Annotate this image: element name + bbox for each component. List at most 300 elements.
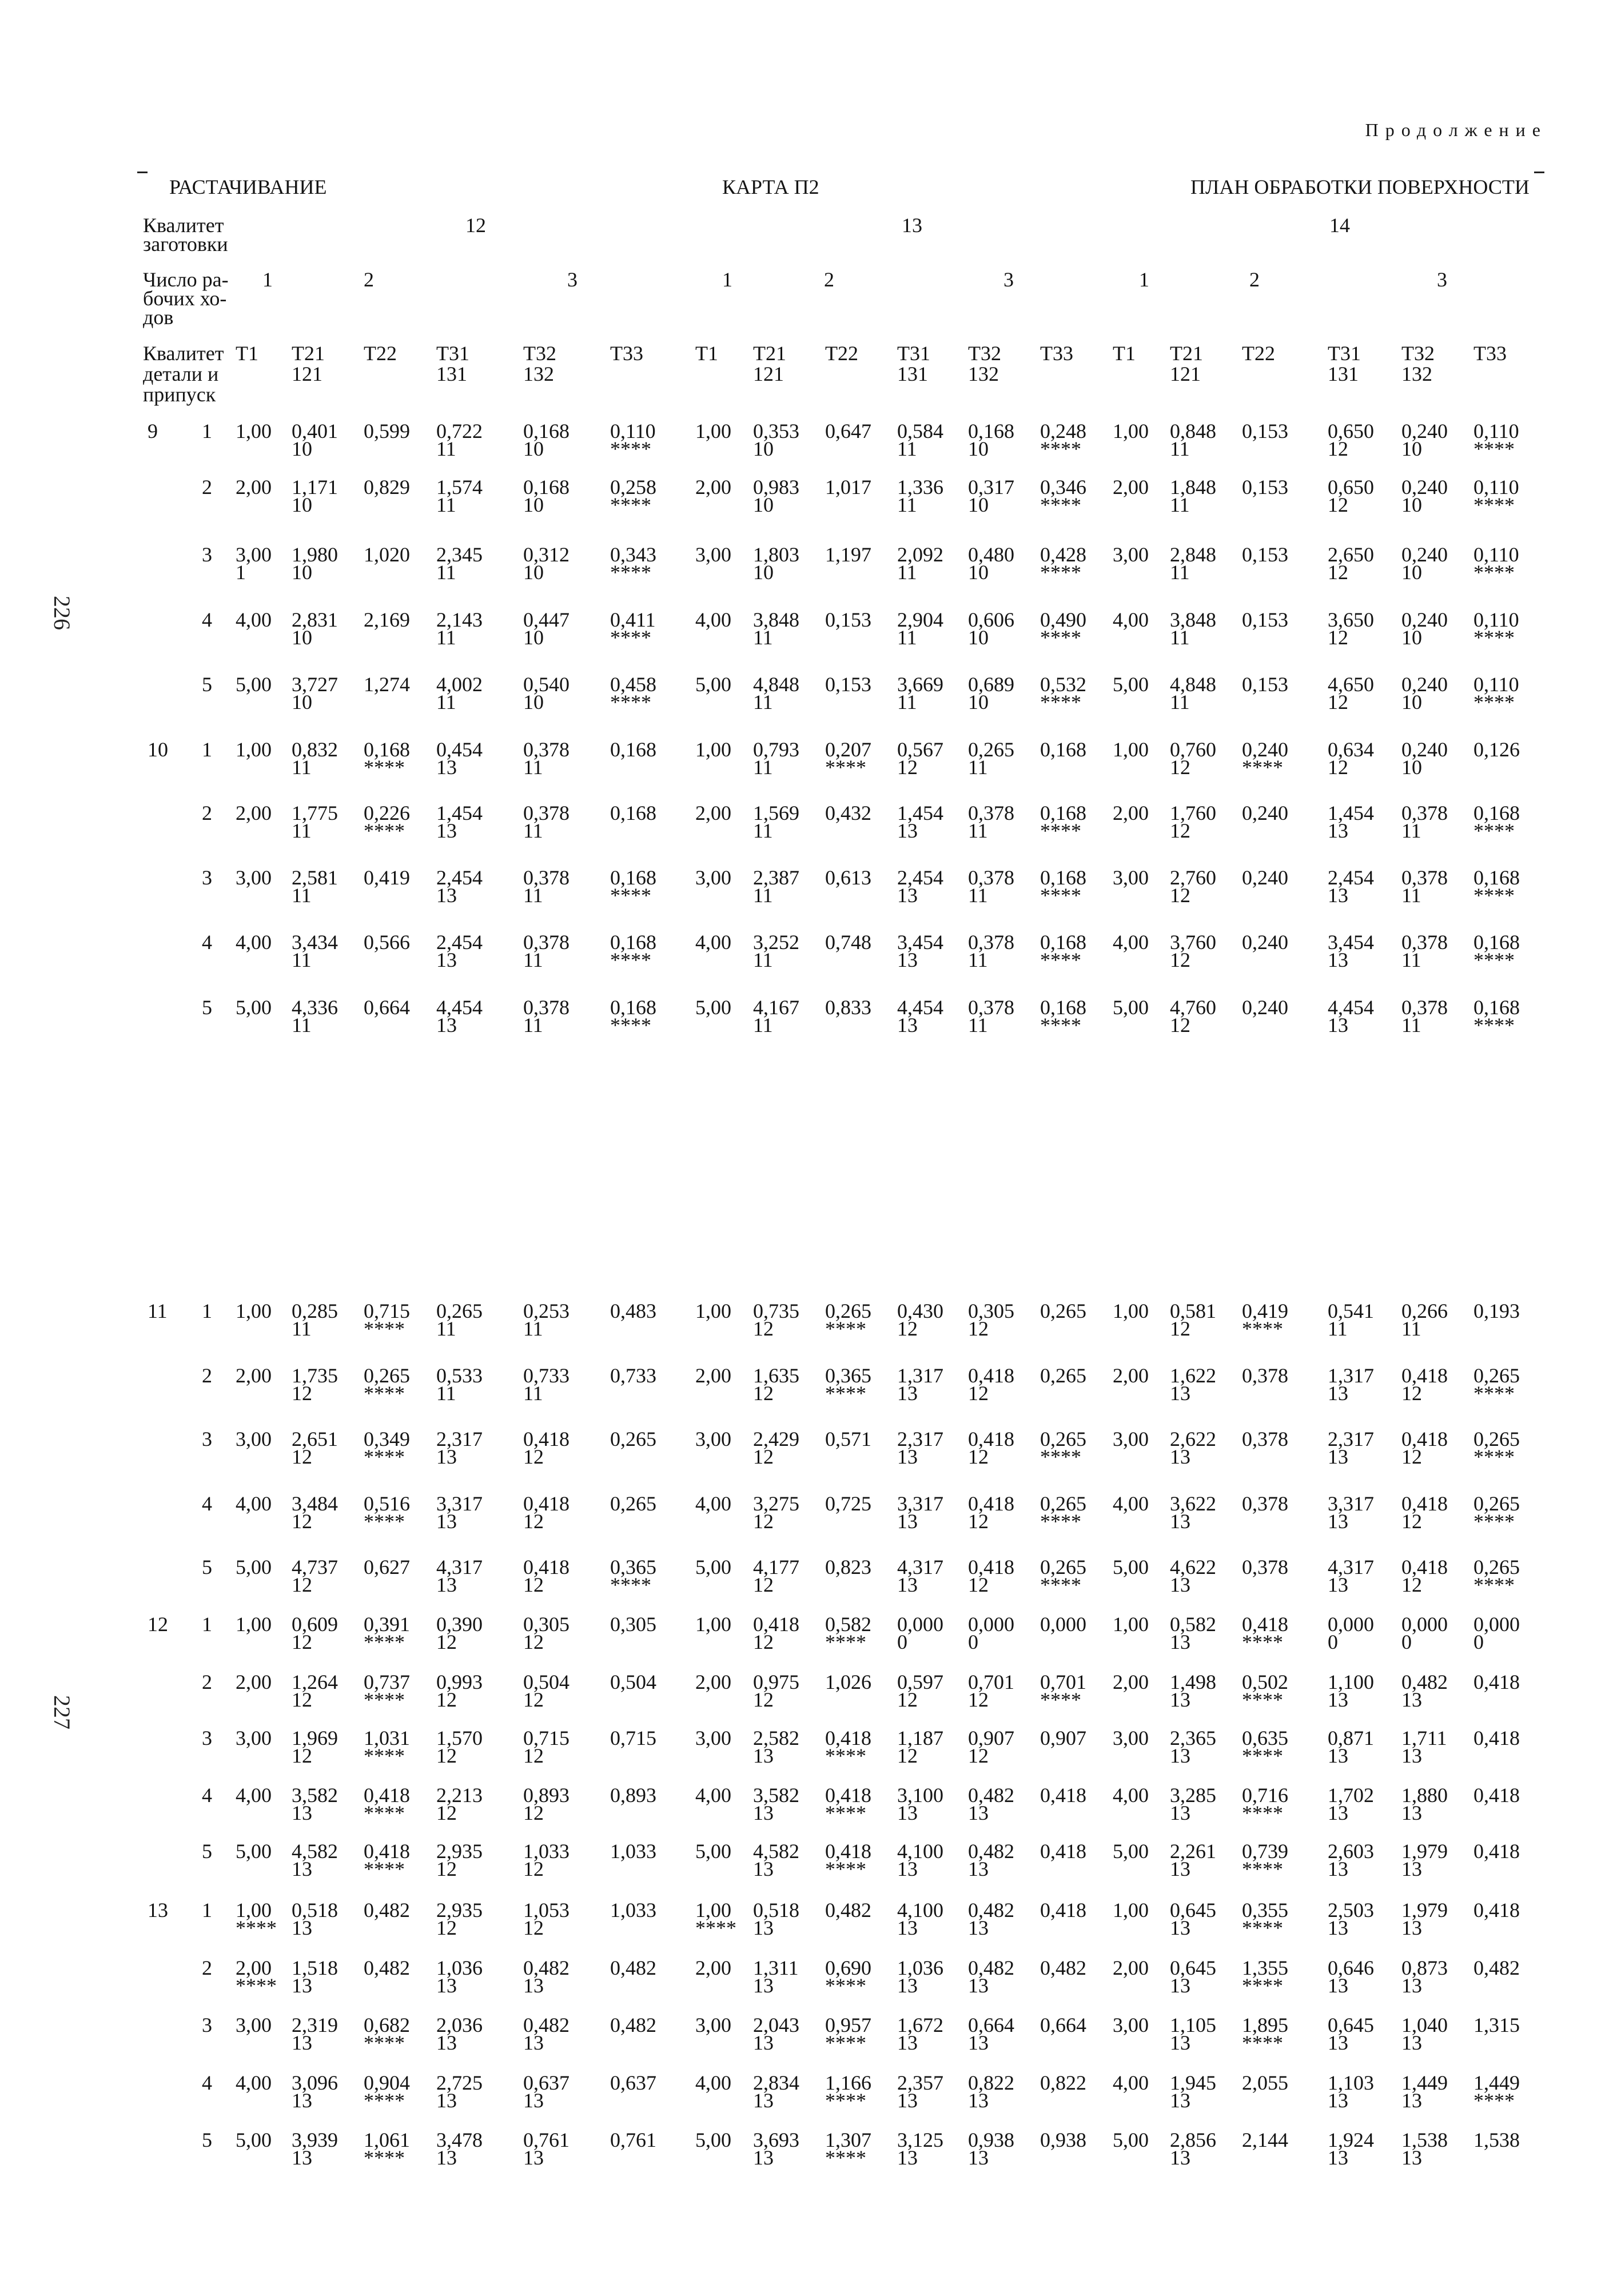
row-number: 1 bbox=[202, 738, 212, 761]
cell-value: 0,975 bbox=[753, 1671, 799, 1693]
cell-subscript: 11 bbox=[436, 1317, 456, 1340]
row-number: 4 bbox=[202, 1784, 212, 1807]
cell-subscript: 13 bbox=[292, 2031, 312, 2054]
table-cell bbox=[1473, 1613, 1520, 1653]
table-cell bbox=[1242, 738, 1288, 779]
cell-subscript: 13 bbox=[292, 1916, 312, 1939]
table-cell bbox=[1473, 1784, 1520, 1807]
row-number: 5 bbox=[202, 996, 212, 1019]
cell-subscript: 10 bbox=[968, 493, 989, 516]
cell-subscript: 13 bbox=[1328, 1857, 1348, 1880]
cell-value: 2,092 bbox=[897, 543, 943, 566]
cell-value: 0,418 bbox=[364, 1840, 410, 1863]
cell-value: 1,00 bbox=[1113, 1899, 1149, 1922]
table-cell bbox=[897, 1492, 943, 1533]
table-cell bbox=[364, 1840, 410, 1880]
cell-value: 0,871 bbox=[1328, 1727, 1374, 1749]
table-cell bbox=[1170, 2128, 1216, 2169]
table-cell bbox=[292, 1302, 338, 1338]
table-cell bbox=[695, 931, 731, 954]
cell-value: 4,00 bbox=[695, 608, 731, 631]
table-cell bbox=[1401, 1430, 1448, 1466]
table-cell bbox=[753, 2128, 799, 2169]
table-cell bbox=[436, 2128, 483, 2169]
cell-subscript: 12 bbox=[436, 1744, 457, 1767]
table-cell bbox=[292, 1613, 338, 1653]
cell-subscript: 13 bbox=[1170, 1445, 1190, 1468]
table-cell bbox=[1113, 1956, 1149, 1979]
cell-subscript: **** bbox=[1473, 1510, 1515, 1533]
cell-subscript: 10 bbox=[523, 561, 544, 584]
table-cell bbox=[610, 543, 656, 584]
table-cell bbox=[236, 866, 272, 889]
cell-subscript: **** bbox=[364, 819, 405, 842]
table-cell bbox=[523, 1364, 569, 1405]
page-number: 226 bbox=[49, 596, 75, 630]
table-cell bbox=[695, 476, 731, 499]
cell-subscript: 12 bbox=[1170, 948, 1190, 971]
table-cell bbox=[436, 422, 483, 458]
cell-value: 0,418 bbox=[1401, 1556, 1448, 1579]
table-cell bbox=[1401, 1899, 1448, 1939]
cell-subscript: 13 bbox=[897, 2089, 918, 2112]
cell-subscript: **** bbox=[1473, 1382, 1515, 1405]
cell-value: 0,343 bbox=[610, 543, 656, 566]
table-cell bbox=[753, 804, 799, 840]
cell-value: 3,00 bbox=[695, 543, 731, 566]
row-number: 3 bbox=[202, 2014, 212, 2036]
table-cell bbox=[1113, 673, 1149, 696]
cell-value: 2,144 bbox=[1242, 2128, 1288, 2151]
table-cell bbox=[897, 1956, 943, 1997]
cell-value: 0,265 bbox=[364, 1364, 410, 1387]
table-cell bbox=[436, 1430, 483, 1466]
row-number: 3 bbox=[202, 1727, 212, 1749]
table-cell bbox=[695, 1673, 731, 1691]
cell-value: 1,317 bbox=[1328, 1364, 1374, 1387]
cell-subscript: 0 bbox=[1473, 1631, 1484, 1653]
table-cell bbox=[292, 1673, 338, 1709]
cell-value: 0,168 bbox=[610, 996, 656, 1019]
cell-subscript: 12 bbox=[968, 1744, 989, 1767]
cell-subscript: 13 bbox=[1401, 1688, 1422, 1711]
cell-value: 0,482 bbox=[1401, 1671, 1448, 1693]
cell-value: 0,378 bbox=[1401, 866, 1448, 889]
cell-subscript: 12 bbox=[897, 1317, 918, 1340]
table-cell bbox=[610, 1558, 656, 1594]
column-header bbox=[523, 343, 556, 384]
table-cell bbox=[897, 1613, 943, 1653]
table-cell bbox=[523, 1673, 569, 1709]
table-cell bbox=[1040, 1729, 1086, 1747]
cell-subscript: **** bbox=[1040, 948, 1081, 971]
cell-value: 3,454 bbox=[1328, 931, 1374, 954]
cell-subscript: **** bbox=[610, 884, 651, 907]
table-cell bbox=[523, 1899, 569, 1939]
cell-value: 0,153 bbox=[825, 673, 871, 696]
cell-value: 0,110 bbox=[1473, 608, 1519, 631]
cell-value: 0,110 bbox=[1473, 476, 1519, 499]
table-cell bbox=[1401, 866, 1448, 907]
cell-subscript: 10 bbox=[292, 493, 312, 516]
cell-subscript: 12 bbox=[292, 1573, 312, 1596]
cell-value: 4,00 bbox=[236, 931, 272, 954]
row-quality-label: 9 bbox=[148, 420, 158, 443]
cell-value: 0,355 bbox=[1242, 1899, 1288, 1922]
table-cell bbox=[825, 931, 871, 954]
table-cell bbox=[523, 1840, 569, 1880]
cell-subscript: **** bbox=[364, 1801, 405, 1824]
cell-value: 2,603 bbox=[1328, 1840, 1374, 1863]
table-cell bbox=[436, 866, 483, 907]
table-cell bbox=[1242, 804, 1288, 822]
cell-subscript: 13 bbox=[436, 2089, 457, 2112]
table-cell bbox=[1328, 996, 1374, 1037]
cell-value: 2,622 bbox=[1170, 1428, 1216, 1450]
cell-value: 0,516 bbox=[364, 1492, 410, 1515]
cell-value: 0,993 bbox=[436, 1671, 483, 1693]
cell-value: 0,582 bbox=[825, 1613, 871, 1636]
table-cell bbox=[364, 608, 410, 631]
cell-subscript: 13 bbox=[436, 1014, 457, 1037]
cell-value: 0,907 bbox=[1040, 1727, 1086, 1749]
cell-value: 5,00 bbox=[236, 1556, 272, 1579]
cell-subscript: 13 bbox=[292, 1857, 312, 1880]
table-cell bbox=[695, 1784, 731, 1807]
table-cell bbox=[968, 804, 1014, 840]
cell-value: 0,627 bbox=[364, 1556, 410, 1579]
cell-subscript: 11 bbox=[1401, 1317, 1421, 1340]
table-cell bbox=[1170, 996, 1216, 1037]
cell-value: 0,418 bbox=[1040, 1840, 1086, 1863]
cell-subscript: 11 bbox=[436, 691, 456, 713]
table-cell bbox=[1242, 1302, 1288, 1338]
cell-subscript: 11 bbox=[436, 437, 456, 460]
cell-subscript: **** bbox=[1040, 1510, 1081, 1533]
cell-value: 0,265 bbox=[436, 1300, 483, 1322]
cell-value: 0,265 bbox=[1040, 1556, 1086, 1579]
cell-subscript: 11 bbox=[968, 884, 988, 907]
table-cell bbox=[1040, 866, 1086, 907]
cell-subscript: 1 bbox=[236, 561, 246, 584]
column-header bbox=[292, 343, 325, 384]
table-cell bbox=[897, 608, 943, 649]
cell-value: 4,582 bbox=[753, 1840, 799, 1863]
pass-count: 2 bbox=[824, 268, 834, 291]
table-cell bbox=[1242, 1784, 1288, 1824]
cell-subscript: 11 bbox=[968, 948, 988, 971]
cell-value: 0,391 bbox=[364, 1613, 410, 1636]
row-number: 1 bbox=[202, 1613, 212, 1636]
cell-value: 0,739 bbox=[1242, 1840, 1288, 1863]
table-cell bbox=[436, 1492, 483, 1533]
table-cell bbox=[292, 476, 338, 516]
column-header bbox=[236, 343, 258, 364]
table-cell bbox=[436, 1558, 483, 1594]
table-cell bbox=[236, 476, 272, 499]
cell-value: 4,00 bbox=[695, 2071, 731, 2094]
cell-value: 1,307 bbox=[825, 2128, 871, 2151]
cell-subscript: 11 bbox=[292, 819, 312, 842]
table-cell bbox=[753, 608, 799, 649]
table-cell bbox=[364, 738, 410, 779]
table-cell bbox=[897, 1784, 943, 1824]
cell-value: 0,265 bbox=[610, 1428, 656, 1450]
table-cell bbox=[523, 673, 569, 713]
table-cell bbox=[897, 1899, 943, 1939]
cell-subscript: 13 bbox=[1170, 2031, 1190, 2054]
table-cell bbox=[364, 476, 410, 499]
pass-count: 2 bbox=[364, 268, 374, 291]
cell-value: 1,945 bbox=[1170, 2071, 1216, 2094]
table-cell bbox=[695, 738, 731, 761]
label-line: дов bbox=[143, 306, 174, 329]
table-cell bbox=[825, 2016, 871, 2052]
cell-subscript: **** bbox=[1242, 1974, 1283, 1997]
label-line: Число ра- bbox=[143, 268, 229, 291]
cell-value: 2,935 bbox=[436, 1840, 483, 1863]
column-header bbox=[695, 343, 718, 364]
table-cell bbox=[753, 1956, 799, 1997]
column-header-code: T21 bbox=[1170, 342, 1203, 365]
cell-subscript: 13 bbox=[292, 2089, 312, 2112]
table-cell bbox=[897, 673, 943, 713]
cell-subscript: 13 bbox=[436, 1573, 457, 1596]
cell-subscript: **** bbox=[1242, 1744, 1283, 1767]
table-cell bbox=[364, 1729, 410, 1765]
cell-subscript: **** bbox=[1473, 2089, 1515, 2112]
cell-subscript: 11 bbox=[292, 1014, 312, 1037]
cell-value: 0,893 bbox=[523, 1784, 569, 1807]
cell-value: 2,650 bbox=[1328, 543, 1374, 566]
table-cell bbox=[1473, 1430, 1520, 1466]
cell-subscript: **** bbox=[695, 1916, 736, 1939]
table-cell bbox=[436, 1364, 483, 1405]
cell-value: 1,570 bbox=[436, 1727, 483, 1749]
cell-subscript: 11 bbox=[753, 626, 773, 649]
table-cell bbox=[897, 1840, 943, 1880]
cell-value: 3,00 bbox=[695, 2014, 731, 2036]
table-cell bbox=[292, 1430, 338, 1466]
cell-subscript: 13 bbox=[968, 1857, 989, 1880]
cell-subscript: 13 bbox=[753, 1857, 774, 1880]
cell-value: 1,040 bbox=[1401, 2014, 1448, 2036]
cell-value: 1,454 bbox=[1328, 802, 1374, 824]
cell-value: 0,126 bbox=[1473, 738, 1520, 761]
table-cell bbox=[523, 2071, 569, 2112]
cell-subscript: 13 bbox=[1328, 1014, 1348, 1037]
row-quality-label: 11 bbox=[148, 1300, 168, 1322]
cell-subscript: **** bbox=[610, 561, 651, 584]
table-cell bbox=[897, 804, 943, 840]
column-header-index: 131 bbox=[897, 362, 928, 385]
cell-value: 2,043 bbox=[753, 2014, 799, 2036]
table-cell bbox=[695, 2128, 731, 2151]
cell-value: 0,168 bbox=[1040, 738, 1086, 761]
cell-subscript: **** bbox=[825, 2089, 866, 2112]
table-cell bbox=[1401, 1302, 1448, 1338]
cell-subscript: 13 bbox=[1170, 1688, 1190, 1711]
table-cell bbox=[753, 1784, 799, 1824]
table-cell bbox=[236, 1956, 277, 1997]
cell-subscript: 13 bbox=[1170, 1857, 1190, 1880]
cell-value: 0,733 bbox=[610, 1364, 656, 1387]
cell-value: 3,727 bbox=[292, 673, 338, 696]
cell-value: 0,650 bbox=[1328, 476, 1374, 499]
cell-subscript: 12 bbox=[436, 1631, 457, 1653]
cell-value: 0,482 bbox=[968, 1840, 1014, 1863]
cell-value: 0,597 bbox=[897, 1671, 943, 1693]
table-cell bbox=[1113, 804, 1149, 822]
cell-subscript: 12 bbox=[968, 1573, 989, 1596]
cell-value: 3,275 bbox=[753, 1492, 799, 1515]
cell-subscript: 10 bbox=[753, 437, 774, 460]
cell-value: 0,637 bbox=[523, 2071, 569, 2094]
table-cell bbox=[1040, 1840, 1086, 1863]
cell-value: 1,635 bbox=[753, 1364, 799, 1387]
cell-value: 2,00 bbox=[1113, 1364, 1149, 1387]
row-number: 4 bbox=[202, 2071, 212, 2094]
cell-value: 3,484 bbox=[292, 1492, 338, 1515]
cell-value: 2,454 bbox=[436, 866, 483, 889]
cell-value: 0,168 bbox=[1473, 802, 1520, 824]
cell-subscript: 11 bbox=[523, 948, 543, 971]
cell-subscript: **** bbox=[610, 493, 651, 516]
cell-value: 1,538 bbox=[1401, 2128, 1448, 2151]
cell-value: 4,848 bbox=[1170, 673, 1216, 696]
cell-value: 0,411 bbox=[610, 608, 656, 631]
table-cell bbox=[968, 1430, 1014, 1466]
cell-subscript: 13 bbox=[436, 1510, 457, 1533]
row-number: 3 bbox=[202, 866, 212, 889]
cell-value: 0,637 bbox=[610, 2071, 656, 2094]
cell-value: 0,240 bbox=[1242, 866, 1288, 889]
table-cell bbox=[1401, 1558, 1448, 1594]
pass-count: 1 bbox=[722, 268, 732, 291]
table-cell bbox=[1040, 608, 1086, 649]
cell-subscript: 13 bbox=[897, 819, 918, 842]
table-cell bbox=[1401, 1840, 1448, 1880]
cell-value: 0,265 bbox=[1040, 1300, 1086, 1322]
cell-value: 4,737 bbox=[292, 1556, 338, 1579]
cell-value: 0,682 bbox=[364, 2014, 410, 2036]
cell-subscript: 13 bbox=[1170, 1510, 1190, 1533]
cell-value: 1,518 bbox=[292, 1956, 338, 1979]
column-header-code: T32 bbox=[523, 342, 556, 365]
cell-value: 3,125 bbox=[897, 2128, 943, 2151]
cell-value: 0,664 bbox=[364, 996, 410, 1019]
cell-subscript: 10 bbox=[753, 561, 774, 584]
cell-value: 0,265 bbox=[610, 1492, 656, 1515]
cell-value: 2,00 bbox=[1113, 476, 1149, 499]
cell-value: 0,418 bbox=[1242, 1613, 1288, 1636]
cell-value: 0,240 bbox=[1401, 608, 1448, 631]
table-cell bbox=[1401, 2071, 1448, 2112]
cell-value: 1,053 bbox=[523, 1899, 569, 1922]
cell-value: 1,622 bbox=[1170, 1364, 1216, 1387]
cell-subscript: 11 bbox=[523, 884, 543, 907]
table-cell bbox=[364, 1302, 410, 1338]
cell-value: 0,153 bbox=[1242, 476, 1288, 499]
cell-subscript: 13 bbox=[436, 2146, 457, 2169]
cell-value: 3,650 bbox=[1328, 608, 1374, 631]
table-cell bbox=[1113, 1899, 1149, 1922]
cell-value: 3,582 bbox=[292, 1784, 338, 1807]
cell-subscript: 13 bbox=[1401, 1916, 1422, 1939]
row-quality-label: 10 bbox=[148, 738, 168, 761]
cell-subscript: 11 bbox=[1328, 1317, 1348, 1340]
table-cell bbox=[1473, 931, 1520, 971]
table-cell bbox=[753, 866, 799, 907]
cell-value: 2,345 bbox=[436, 543, 483, 566]
table-cell bbox=[897, 2071, 943, 2112]
cell-value: 2,213 bbox=[436, 1784, 483, 1807]
table-cell bbox=[523, 1492, 569, 1533]
column-header-index: 121 bbox=[1170, 362, 1201, 385]
cell-value: 0,349 bbox=[364, 1428, 410, 1450]
cell-subscript: 12 bbox=[1401, 1382, 1422, 1405]
table-cell bbox=[1170, 422, 1216, 458]
cell-subscript: 11 bbox=[753, 1014, 773, 1037]
cell-value: 0,893 bbox=[610, 1784, 656, 1807]
table-cell bbox=[1113, 1840, 1149, 1863]
cell-subscript: 12 bbox=[436, 1801, 457, 1824]
cell-value: 2,00 bbox=[1113, 1671, 1149, 1693]
cell-value: 0,110 bbox=[1473, 673, 1519, 696]
cell-subscript: 11 bbox=[436, 493, 456, 516]
cell-subscript: 13 bbox=[897, 884, 918, 907]
cell-value: 0,418 bbox=[523, 1428, 569, 1450]
cell-value: 2,429 bbox=[753, 1428, 799, 1450]
cell-subscript: 13 bbox=[1170, 1974, 1190, 1997]
table-cell bbox=[523, 738, 569, 779]
table-cell bbox=[1328, 543, 1374, 584]
table-cell bbox=[1113, 420, 1149, 443]
cell-subscript: 11 bbox=[897, 561, 917, 584]
table-cell bbox=[1328, 1899, 1374, 1939]
cell-subscript: 10 bbox=[523, 437, 544, 460]
cell-value: 0,518 bbox=[753, 1899, 799, 1922]
table-cell bbox=[695, 608, 731, 631]
table-cell bbox=[1473, 996, 1520, 1037]
table-cell bbox=[364, 543, 410, 566]
cell-value: 0,664 bbox=[1040, 2014, 1086, 2036]
cell-value: 0,541 bbox=[1328, 1300, 1374, 1322]
cell-value: 0,432 bbox=[825, 802, 871, 824]
cell-subscript: 13 bbox=[1328, 2146, 1348, 2169]
table-cell bbox=[523, 1430, 569, 1466]
cell-value: 0,822 bbox=[968, 2071, 1014, 2094]
cell-value: 0,715 bbox=[364, 1300, 410, 1322]
cell-value: 4,00 bbox=[1113, 1492, 1149, 1515]
table-cell bbox=[897, 1673, 943, 1709]
table-cell bbox=[753, 996, 799, 1037]
table-cell bbox=[1473, 422, 1519, 458]
table-cell bbox=[753, 422, 799, 458]
cell-value: 0,168 bbox=[1040, 931, 1086, 954]
table-cell bbox=[897, 2128, 943, 2169]
column-header bbox=[436, 343, 469, 384]
table-cell bbox=[610, 1784, 656, 1807]
cell-subscript: 13 bbox=[1401, 1974, 1422, 1997]
cell-value: 3,00 bbox=[1113, 1428, 1149, 1450]
table-cell bbox=[523, 1613, 569, 1653]
cell-value: 1,672 bbox=[897, 2014, 943, 2036]
cell-subscript: 13 bbox=[1401, 1744, 1422, 1767]
table-cell bbox=[436, 738, 483, 779]
cell-subscript: 11 bbox=[968, 756, 988, 779]
cell-subscript: 13 bbox=[436, 948, 457, 971]
